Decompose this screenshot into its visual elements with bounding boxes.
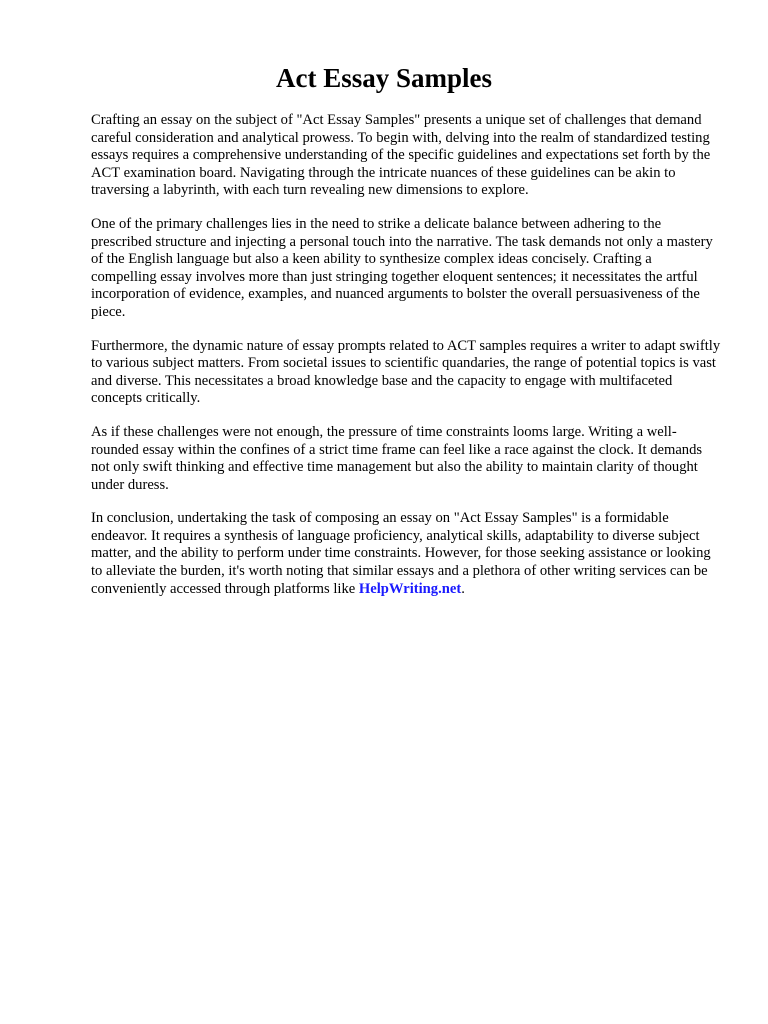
conclusion-period: . <box>461 580 465 597</box>
paragraph-1: Crafting an essay on the subject of "Act Essay Samples" presents a unique set of challenges that demand careful consideration and analytical prowess. To begin with, delving into the realm of standardized testing essays requires a comprehensive understanding of the specific guidelines and expectations set forth by the ACT examination board. Navigating through the intricate nuances of these guidelines can be akin to traversing a labyrinth, with each turn revealing new dimensions to explore. <box>91 112 711 199</box>
document-body <box>91 112 721 614</box>
conclusion-paragraph <box>91 510 721 598</box>
helpwriting-link[interactable]: HelpWriting.net <box>358 580 462 597</box>
page-title: Act Essay Samples <box>275 63 492 93</box>
conclusion-text: In conclusion, undertaking the task of composing an essay on "Act Essay Samples" is a formidable endeavor. It requires a synthesis of language proficiency, analytical skills, adaptability to diverse subject matter, and the ability to perform under time constraints. However, for those seeking assistance or looking to alleviate the burden, it's worth noting that similar essays and a plethora of other writing services can be conveniently accessed through platforms like <box>91 510 711 597</box>
paragraph-4: As if these challenges were not enough, the pressure of time constraints looms large. Writing a well-rounded essay within the confines of a strict time frame can feel like a race against the clock. It demands not only swift thinking and effective time management but also the ability to maintain clarity of thought under duress. <box>91 423 703 493</box>
paragraph-3: Furthermore, the dynamic nature of essay prompts related to ACT samples requires a writer to adapt swiftly to various subject matters. From societal issues to scientific quandaries, the range of potential topics is vast and diverse. This necessitates a broad knowledge base and the capacity to engage with multifaceted concepts critically. <box>91 337 721 407</box>
paragraph-2: One of the primary challenges lies in the need to strike a delicate balance between adhering to the prescribed structure and injecting a personal touch into the narrative. The task demands not only a mastery of the English language but also a keen ability to synthesize complex ideas concisely. Crafting a compelling essay involves more than just stringing together eloquent sentences; it necessitates the artful incorporation of evidence, examples, and nuanced arguments to bolster the overall persuasiveness of the piece. <box>91 215 713 320</box>
